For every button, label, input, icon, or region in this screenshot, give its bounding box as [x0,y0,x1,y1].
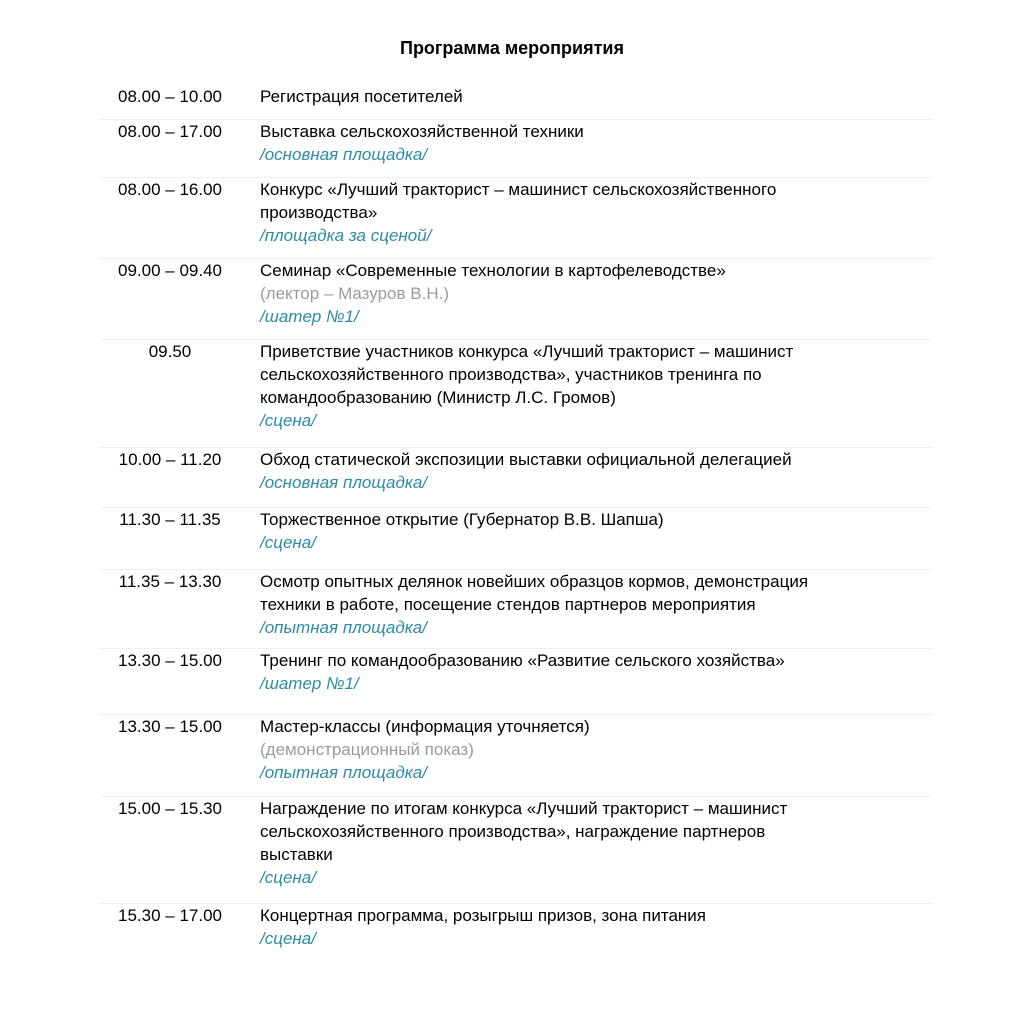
schedule-venue: /площадка за сценой/ [260,226,432,245]
description-line: Концертная программа, розыгрыш призов, зона питания [260,906,707,925]
schedule-description [240,340,932,447]
schedule-description [240,649,932,714]
description-line: Регистрация посетителей [260,87,463,106]
description-line: Осмотр опытных делянок новейших образцов кормов, демонстрация [260,572,809,591]
page-title: Программа мероприятия [400,38,624,58]
schedule-venue: /опытная площадка/ [260,763,427,782]
schedule-row [100,448,932,508]
schedule-time: 15.30 – 17.00 [118,906,222,925]
schedule-time: 10.00 – 11.20 [118,450,222,469]
schedule-row [100,508,932,570]
schedule-venue: /опытная площадка/ [260,618,427,637]
schedule-venue: /основная площадка/ [260,145,428,164]
description-line: Семинар «Современные технологии в картофелеводстве» [260,261,726,280]
schedule-description [240,85,932,119]
schedule-time: 11.30 – 11.35 [119,510,221,529]
description-line: Торжественное открытие (Губернатор В.В. Шапша) [260,510,664,529]
schedule-description [240,715,932,796]
description-line: техники в работе, посещение стендов партнеров мероприятия [260,595,756,614]
schedule-venue: /сцена/ [260,929,316,948]
schedule-time: 11.35 – 13.30 [118,572,222,591]
schedule-description [240,259,932,339]
schedule-row [100,570,932,649]
schedule-table [100,85,932,962]
schedule-time: 08.00 – 10.00 [118,87,222,106]
schedule-description [240,448,932,507]
schedule-row [100,904,932,962]
description-line: Приветствие участников конкурса «Лучший тракторист – машинист [260,342,794,361]
schedule-time: 15.00 – 15.30 [118,799,222,818]
description-line: Выставка сельскохозяйственной техники [260,122,584,141]
schedule-time: 13.30 – 15.00 [118,651,222,670]
schedule-description [240,178,932,258]
schedule-description [240,904,932,962]
schedule-row [100,797,932,904]
schedule-row [100,340,932,448]
schedule-row [100,649,932,715]
schedule-description [240,570,932,648]
description-line: производства» [260,203,378,222]
description-line: Конкурс «Лучший тракторист – машинист сельскохозяйственного [260,180,777,199]
description-line: выставки [260,845,333,864]
schedule-row [100,259,932,340]
schedule-row [100,178,932,259]
description-line: Тренинг по командообразованию «Развитие сельского хозяйства» [260,651,785,670]
description-line: Обход статической экспозиции выставки официальной делегацией [260,450,792,469]
schedule-time: 09.50 [148,342,192,361]
schedule-venue: /сцена/ [260,868,316,887]
schedule-venue: /основная площадка/ [260,473,428,492]
schedule-time: 13.30 – 15.00 [118,717,222,736]
schedule-row [100,120,932,178]
schedule-note: (лектор – Мазуров В.Н.) [260,284,449,303]
schedule-venue: /шатер №1/ [260,307,359,326]
schedule-venue: /сцена/ [260,411,316,430]
schedule-row [100,85,932,120]
schedule-time: 08.00 – 17.00 [118,122,222,141]
schedule-description [240,508,932,569]
description-line: сельскохозяйственного производства», участников тренинга по [260,365,762,384]
description-line: Награждение по итогам конкурса «Лучший тракторист – машинист [260,799,788,818]
schedule-description [240,797,932,903]
schedule-venue: /шатер №1/ [260,674,359,693]
schedule-description [240,120,932,177]
description-line: командообразованию (Министр Л.С. Громов) [260,388,616,407]
schedule-time: 08.00 – 16.00 [118,180,222,199]
schedule-note: (демонстрационный показ) [260,740,474,759]
description-line: сельскохозяйственного производства», награждение партнеров [260,822,766,841]
schedule-time: 09.00 – 09.40 [118,261,222,280]
description-line: Мастер-классы (информация уточняется) [260,717,590,736]
schedule-venue: /сцена/ [260,533,316,552]
schedule-row [100,715,932,797]
